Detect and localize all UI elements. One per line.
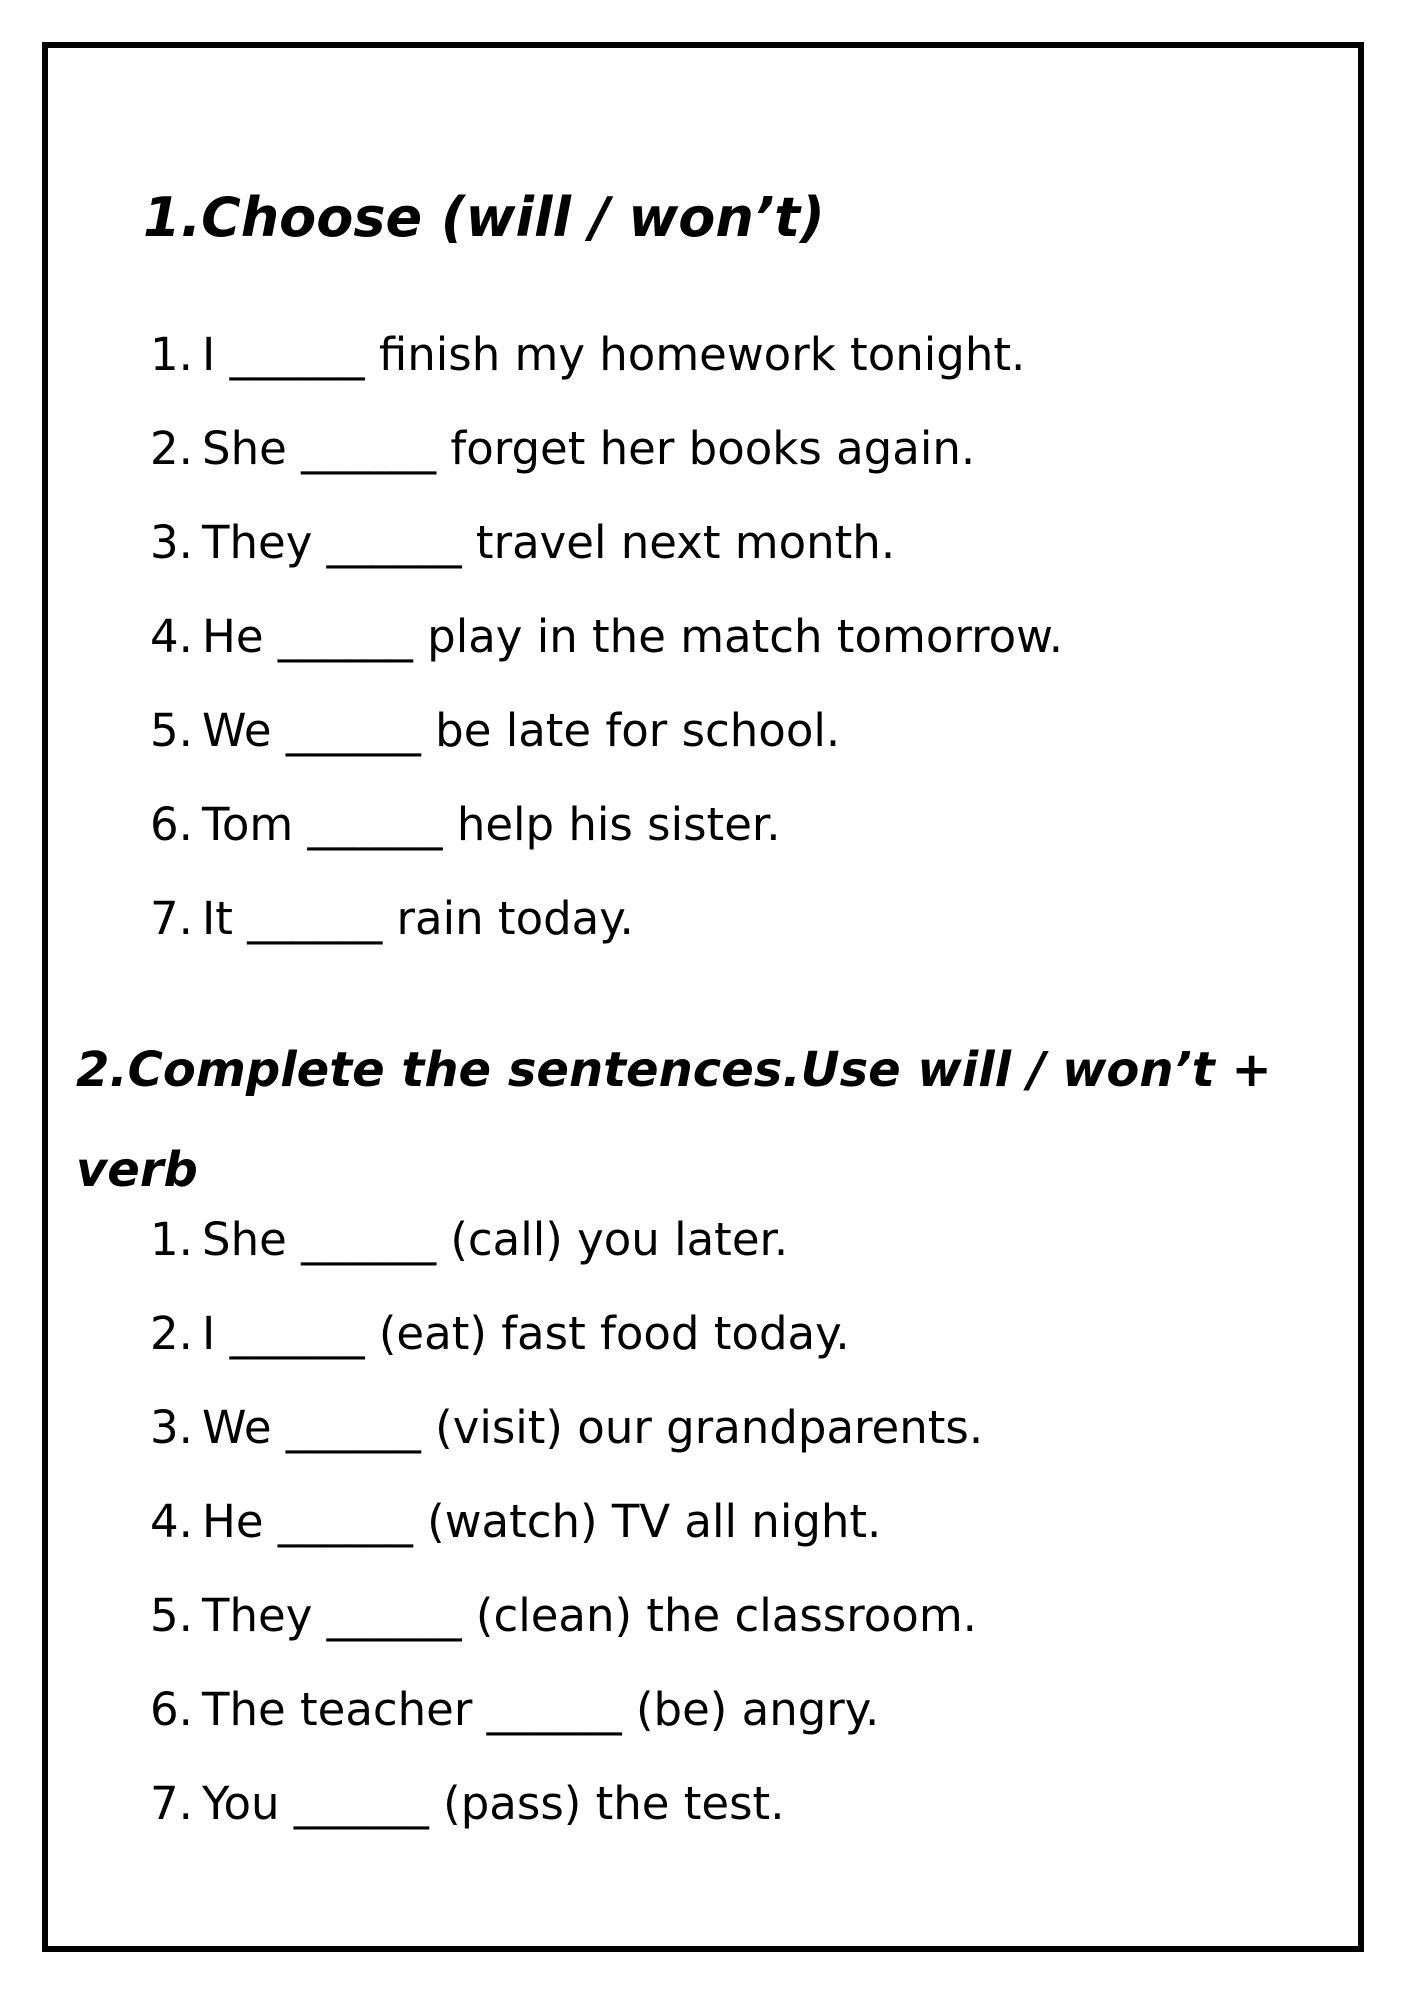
item-sentence: You ______ (pass) the test.	[202, 1777, 785, 1830]
item-sentence: We ______ be late for school.	[202, 704, 841, 757]
exercise-item	[150, 1393, 983, 1487]
exercise-item	[150, 1205, 983, 1299]
exercise-item	[150, 508, 1063, 602]
item-number: 7.	[150, 892, 193, 945]
item-number: 6.	[150, 1683, 193, 1736]
exercise-item	[150, 602, 1063, 696]
item-sentence: She ______ (call) you later.	[202, 1213, 789, 1266]
item-number: 4.	[150, 1495, 193, 1548]
exercise-item	[150, 884, 1063, 978]
exercise-item	[150, 1675, 983, 1769]
section1-exercise-list	[150, 320, 1063, 978]
item-sentence: He ______ (watch) TV all night.	[202, 1495, 882, 1548]
item-number: 1.	[150, 328, 193, 381]
item-sentence: Tom ______ help his sister.	[202, 798, 781, 851]
exercise-item	[150, 1581, 983, 1675]
exercise-item	[150, 790, 1063, 884]
item-sentence: She ______ forget her books again.	[202, 422, 976, 475]
section2-exercise-list	[150, 1205, 983, 1863]
item-sentence: I ______ (eat) fast food today.	[202, 1307, 850, 1360]
item-number: 2.	[150, 422, 193, 475]
item-number: 7.	[150, 1777, 193, 1830]
item-sentence: They ______ (clean) the classroom.	[202, 1589, 977, 1642]
section1-title: 1.Choose (will / won’t)	[143, 186, 825, 249]
item-sentence: It ______ rain today.	[202, 892, 634, 945]
item-sentence: I ______ finish my homework tonight.	[202, 328, 1026, 381]
item-number: 3.	[150, 1401, 193, 1454]
item-number: 1.	[150, 1213, 193, 1266]
item-sentence: We ______ (visit) our grandparents.	[202, 1401, 984, 1454]
item-sentence: They ______ travel next month.	[202, 516, 896, 569]
exercise-item	[150, 1299, 983, 1393]
item-sentence: He ______ play in the match tomorrow.	[202, 610, 1064, 663]
exercise-item	[150, 1769, 983, 1863]
exercise-item	[150, 320, 1063, 414]
item-number: 3.	[150, 516, 193, 569]
exercise-item	[150, 414, 1063, 508]
item-sentence: The teacher ______ (be) angry.	[202, 1683, 880, 1736]
item-number: 2.	[150, 1307, 193, 1360]
item-number: 4.	[150, 610, 193, 663]
section2-title: 2.Complete the sentences.Use will / won’t + verb	[76, 1042, 1272, 1198]
exercise-item	[150, 696, 1063, 790]
exercise-item	[150, 1487, 983, 1581]
item-number: 5.	[150, 1589, 193, 1642]
item-number: 6.	[150, 798, 193, 851]
item-number: 5.	[150, 704, 193, 757]
